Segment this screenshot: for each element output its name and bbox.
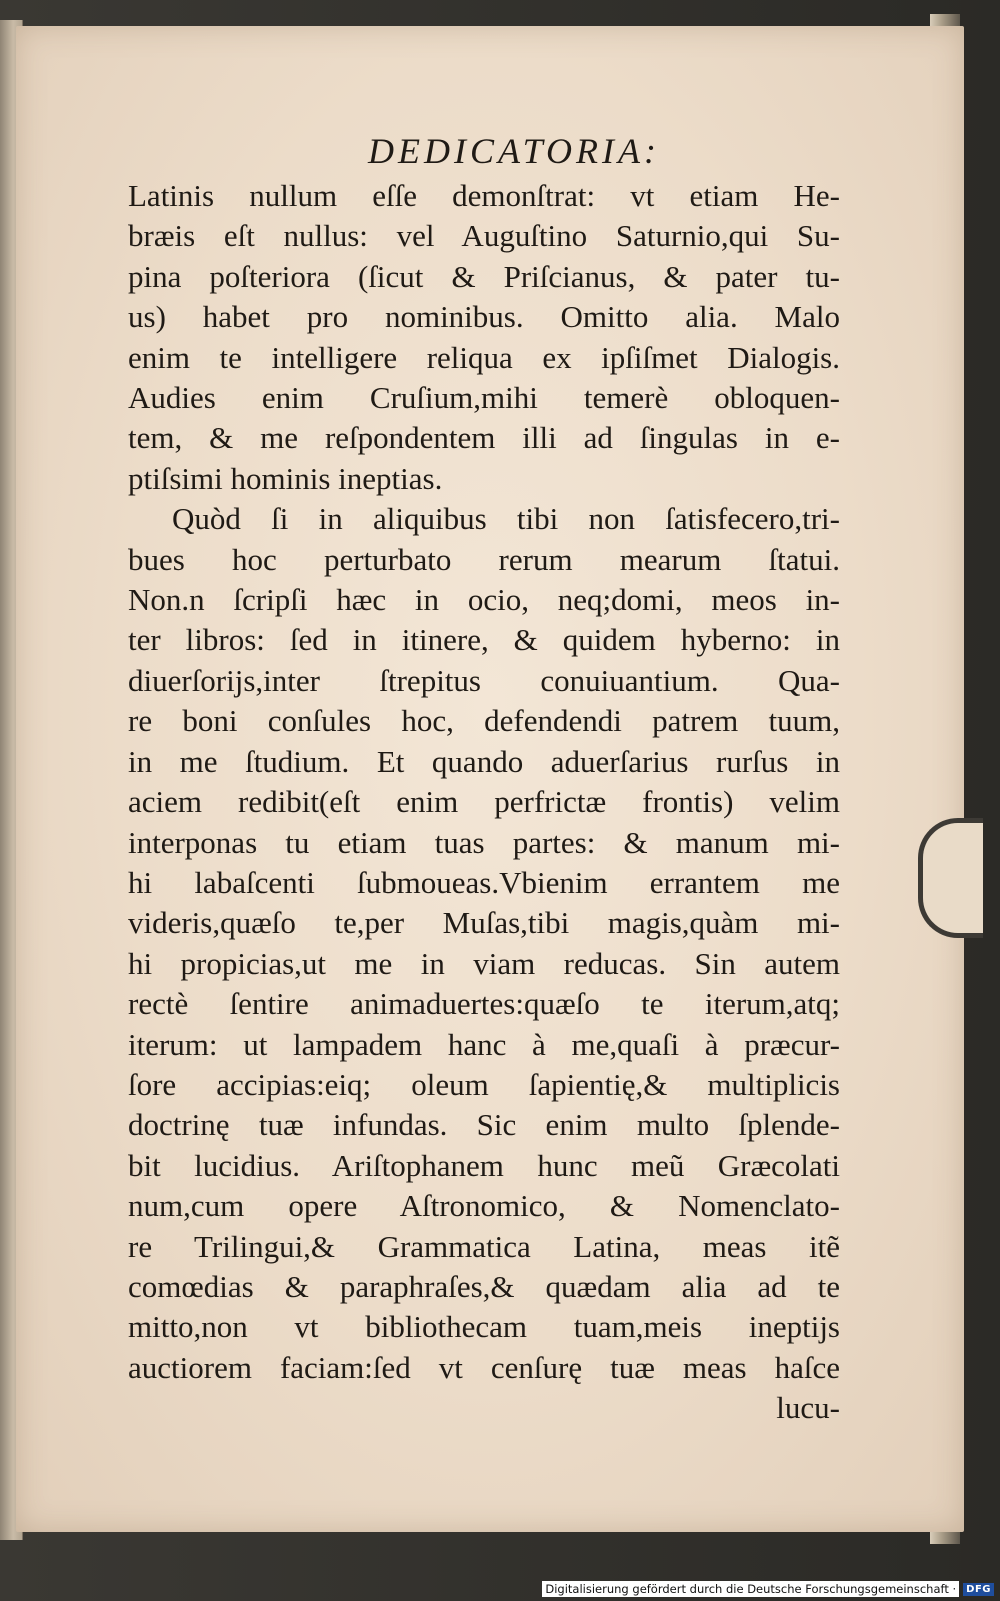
text-line: videris,quæſo te,per Muſas,tibi magis,quàm mi-	[128, 905, 840, 941]
book-clasp	[918, 818, 983, 938]
dfg-logo-icon: DFG	[963, 1583, 994, 1596]
text-line: iterum: ut lampadem hanc à me,quaſi à præcur-	[128, 1026, 840, 1062]
text-line: re boni conſules hoc, defendendi patrem tuum,	[128, 703, 840, 739]
text-line: bræis eſt nullus: vel Auguſtino Saturnio,qui Su-	[128, 218, 840, 254]
text-line: Latinis nullum eſſe demonſtrat: vt etiam He-	[128, 178, 840, 213]
text-line: aciem redibit(eſt enim perfrictæ frontis) velim	[128, 784, 840, 820]
text-line: doctrinę tuæ infundas. Sic enim multo ſplende-	[128, 1107, 840, 1143]
text-line: comœdias & paraphraſes,& quædam alia ad te	[128, 1268, 840, 1304]
text-line: hi labaſcenti ſubmoueas.Vbienim errantem me	[128, 864, 840, 900]
text-line: Quòd ſi in aliquibus tibi non ſatisfecero,tri-	[172, 501, 840, 537]
text-line: in me ſtudium. Et quando aduerſarius rurſus in	[128, 743, 840, 779]
page-heading: DEDICATORIA:	[368, 131, 660, 171]
text-line: num,cum opere Aſtronomico, & Nomenclato-	[128, 1188, 840, 1224]
text-line: hi propicias,ut me in viam reducas. Sin autem	[128, 945, 840, 981]
text-line: pina poſteriora (ſicut & Priſcianus, & pater tu-	[128, 258, 840, 294]
text-line: rectè ſentire animaduertes:quæſo te iterum,atq;	[128, 986, 840, 1022]
funding-notice: Digitalisierung gefördert durch die Deutsche Forschungsgemeinschaft ·	[542, 1581, 959, 1597]
text-line: enim te intelligere reliqua ex ipſiſmet Dialogis.	[128, 339, 840, 375]
text-line: ter libros: ſed in itinere, & quidem hyberno: in	[128, 622, 840, 658]
page-text-block	[128, 128, 840, 1429]
text-line: bit lucidius. Ariſtophanem hunc meũ Græcolati	[128, 1147, 840, 1183]
text-line: Non.n ſcripſi hæc in ocio, neq;domi, meos in-	[128, 582, 840, 618]
text-line: bues hoc perturbato rerum mearum ſtatui.	[128, 541, 840, 577]
text-line: interponas tu etiam tuas partes: & manum mi-	[128, 824, 840, 860]
funding-banner	[542, 1580, 994, 1598]
text-line: us) habet pro nominibus. Omitto alia. Malo	[128, 299, 840, 335]
text-line: mitto,non vt bibliothecam tuam,meis ineptijs	[128, 1309, 840, 1345]
text-line: diuerſorijs,inter ſtrepitus conuiuantium. Qua-	[128, 662, 840, 698]
text-line: Audies enim Cruſium,mihi temerè obloquen-	[128, 380, 840, 416]
text-line: re Trilingui,& Grammatica Latina, meas itẽ	[128, 1228, 840, 1264]
text-line: ſore accipias:eiq; oleum ſapientię,& multiplicis	[128, 1066, 840, 1102]
text-line: tem, & me reſpondentem illi ad ſingulas in e-	[128, 420, 840, 456]
text-line: auctiorem faciam:ſed vt cenſurę tuæ meas haſce	[128, 1349, 840, 1385]
text-line: ptiſsimi hominis ineptias.	[128, 460, 443, 496]
catchword: lucu-	[776, 1390, 840, 1426]
